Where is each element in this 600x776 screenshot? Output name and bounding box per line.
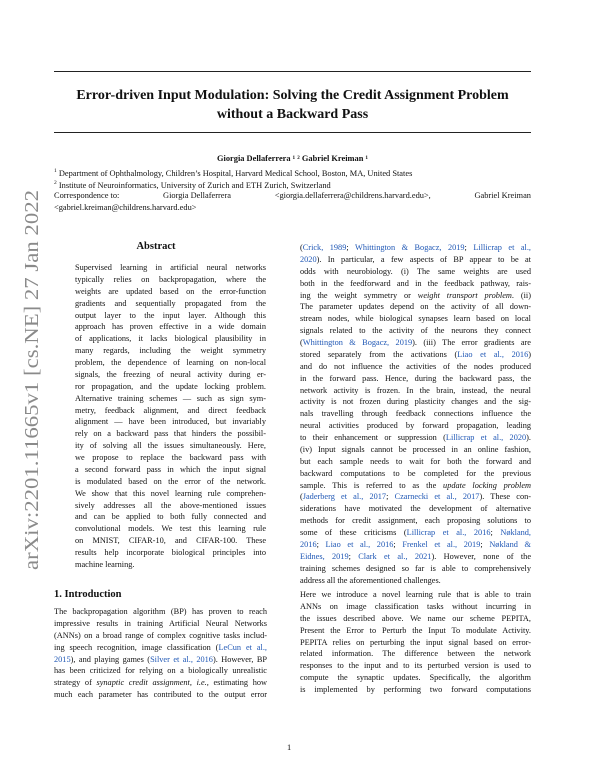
- abstract-line: approach has proven effective in a wide domain: [75, 322, 266, 332]
- abstract-line: signals, the freezing of neural activity during er-: [75, 369, 266, 379]
- correspondence-email-2: <gabriel.kreiman@childrens.harvard.edu>: [54, 203, 197, 212]
- intro-line: (ANNs) on a broad range of complex cognitive tasks includ-: [54, 630, 267, 640]
- citation-link[interactable]: Frenkel et al., 2019: [402, 539, 481, 549]
- right-line: [300, 337, 531, 349]
- arxiv-stamp-text: arXiv:2201.11665v1 [cs.NE] 27 Jan 2022: [21, 228, 43, 570]
- correspondence-name-2: Gabriel Kreiman: [474, 191, 531, 200]
- affiliation-2-text: Institute of Neuroinformatics, University of Zurich and ETH Zurich, Switzerland: [58, 180, 331, 190]
- right-text: to their enhancement or suppression (: [300, 433, 446, 442]
- intro-paragraph: [54, 606, 267, 701]
- right-line: neural activities produced by forward propagation, leading: [300, 421, 531, 431]
- right-text: ;: [393, 539, 403, 549]
- right-line: network activity is frozen. In the brain, instead, the neural: [300, 385, 531, 395]
- citation-link[interactable]: Nøkland &: [489, 539, 531, 549]
- affiliation-1: [54, 166, 531, 179]
- citation-link[interactable]: Whittington & Bogacz, 2019: [302, 338, 413, 347]
- abstract-line: on MNIST, CIFAR-10, and CIFAR-100. These: [75, 536, 266, 546]
- right-text: ). However, none of the: [431, 551, 531, 561]
- correspondence-line-2: [54, 202, 531, 214]
- page-number: 1: [287, 743, 292, 752]
- abstract-line: Alternative training schemes — such as sign sym-: [75, 393, 266, 403]
- right-line: PEPITA relies on perturbing the input signal based on error-: [300, 637, 531, 647]
- right-line: The parameter updates depend on the activity of all down-: [300, 302, 531, 312]
- affiliation-1-text: Department of Ophthalmology, Children’s Hospital, Harvard Medical School, Boston, MA, United States: [58, 168, 413, 178]
- right-line: [300, 432, 531, 444]
- right-column-paragraph-1: [300, 242, 531, 586]
- right-text: ;: [464, 243, 474, 252]
- intro-line: [54, 642, 267, 654]
- citation-link[interactable]: Crick, 1989: [302, 243, 347, 252]
- citation-link[interactable]: Whittington & Bogacz, 2019: [355, 243, 465, 252]
- right-text: ): [528, 349, 531, 359]
- intro-italic: synaptic credit assignment: [96, 678, 190, 688]
- abstract-line: ity of solving all the issues simultaneously. Here,: [75, 441, 266, 451]
- correspondence-line-1: [54, 190, 531, 202]
- right-line: [300, 254, 531, 266]
- intro-line: impressive results in training Artificial Neural Networks: [54, 618, 267, 628]
- affiliation-2: [54, 178, 531, 191]
- citation-link[interactable]: Lillicrap et al., 2020: [445, 433, 527, 442]
- right-line: responses to the input and to its perturbed version is used to: [300, 661, 531, 671]
- abstract-line: typically relies on backpropagation, where the: [75, 274, 266, 284]
- citation-link[interactable]: Silver et al., 2016: [150, 654, 213, 664]
- citation-link[interactable]: Jaderberg et al., 2017: [302, 492, 387, 502]
- right-line: [300, 551, 531, 563]
- intro-line: [54, 654, 267, 666]
- abstract-line: output layer to the input layer. Although this: [75, 310, 266, 320]
- right-line: backward computations to be completed for the previous: [300, 468, 531, 478]
- right-line: nals travelling through feedback connections influence the: [300, 409, 531, 419]
- abstract-line: of applications, it lacks biological plausibility in: [75, 334, 266, 344]
- abstract-line: is modulated based on the error of the network.: [75, 476, 266, 486]
- right-line: in the forward pass. Hence, during the backward pass, the: [300, 373, 531, 383]
- abstract-line: rely on a backward pass that hinders the possibil-: [75, 429, 266, 439]
- citation-link[interactable]: 2015: [54, 654, 71, 664]
- right-italic: update locking problem: [443, 480, 531, 490]
- right-text: ).: [526, 433, 531, 442]
- paper-title: [54, 86, 531, 124]
- title-bottom-rule: [54, 132, 531, 133]
- arxiv-stamp: [8, 188, 48, 570]
- intro-text: strategy of: [54, 678, 97, 688]
- right-line: and do not influence the activities of the nodes produced: [300, 361, 531, 371]
- right-line: Here we introduce a novel learning rule that is able to train: [300, 590, 531, 599]
- abstract-line: metry, feedback alignment, and direct feedback: [75, 405, 266, 415]
- abstract-line: sively addresses all the above-mentioned issues: [75, 500, 266, 510]
- abstract-line: convolutional models. We test this learning rule: [75, 524, 266, 534]
- abstract-line: and can be applied to both fully connected and: [75, 512, 266, 522]
- citation-link[interactable]: Lillicrap et al.,: [473, 243, 531, 252]
- intro-text: ), and playing games (: [70, 654, 151, 664]
- intro-line: has been criticized for relying on a biologically unrealistic: [54, 666, 267, 676]
- correspondence-email-1: <giorgia.dellaferrera@childrens.harvard.edu>,: [274, 191, 431, 200]
- right-text: ). These con-: [479, 492, 531, 502]
- intro-line: much each parameter has contributed to the output error: [54, 690, 267, 700]
- right-line: both in the feedforward and in the feedback pathway, rais-: [300, 278, 531, 288]
- right-italic: weight transport problem: [417, 290, 512, 300]
- abstract-line: a second forward pass in which the input signal: [75, 464, 266, 474]
- right-text: sample. This is referred to as the: [300, 480, 444, 490]
- right-text: ing the weight symmetry or: [300, 290, 418, 300]
- right-line: is implemented by performing two forward computations: [300, 685, 531, 694]
- abstract-line: ror propagation, and the update locking problem.: [75, 381, 266, 391]
- abstract-body: [75, 262, 266, 571]
- intro-line: [54, 677, 267, 689]
- citation-link[interactable]: Liao et al., 2016: [457, 349, 529, 359]
- right-line: [300, 290, 531, 302]
- right-line: [300, 480, 531, 492]
- right-line: the issues described above. We name our scheme PEPITA,: [300, 613, 531, 623]
- intro-line: The backpropagation algorithm (BP) has proven to reach: [54, 607, 267, 616]
- title-line-1: Error-driven Input Modulation: Solving the Credit Assignment Problem: [76, 88, 509, 103]
- citation-link[interactable]: Eidnes, 2019: [300, 551, 349, 561]
- citation-link[interactable]: Lillicrap et al., 2016: [406, 528, 491, 537]
- affiliation-1-mark: 1: [54, 168, 57, 174]
- right-line: [300, 242, 531, 254]
- right-text: some of these criticisms (: [300, 528, 407, 537]
- right-text: stored separately from the activations (: [300, 349, 458, 359]
- right-line: stream nodes, while biological synapses learn based on local: [300, 314, 531, 324]
- citation-link[interactable]: 2020: [300, 254, 317, 264]
- right-line: Present the Error to Perturb the Input To modulate Activity.: [300, 625, 531, 635]
- right-text: ;: [316, 539, 326, 549]
- right-text: ;: [480, 539, 490, 549]
- abstract-line: Supervised learning in artificial neural networks: [75, 263, 266, 272]
- right-text: (: [300, 243, 303, 252]
- right-line: ANNs on image classification tasks without incurring in: [300, 601, 531, 611]
- right-text: ;: [346, 243, 355, 252]
- citation-link[interactable]: 2016: [300, 539, 317, 549]
- abstract-line: problem, the dependence of learning on non-local: [75, 358, 266, 367]
- right-line: compute the synaptic updates. Specifically, the algorithm: [300, 673, 531, 683]
- intro-text: ). However, BP: [212, 654, 267, 664]
- right-text: ;: [348, 551, 359, 561]
- abstract-line: results help incorporate biological principles into: [75, 548, 266, 557]
- abstract-line: alignment — have been introduced, but invariably: [75, 417, 266, 427]
- right-line: but each sample needs to wait for both the forward and: [300, 456, 531, 466]
- right-text: ). In particular, a few aspects of BP appear to be at: [316, 254, 531, 264]
- authors: Giorgia Dellaferrera ¹ ² Gabriel Kreiman ¹: [217, 154, 368, 163]
- abstract-line: weights are updated based on the error-function: [75, 286, 266, 296]
- abstract-line: gradients and sequentially propagated from the: [75, 298, 266, 308]
- citation-link[interactable]: Czarnecki et al., 2017: [394, 492, 480, 502]
- arxiv-stamp-svg: [8, 188, 48, 570]
- intro-text: ing speech recognition, image classification (: [54, 642, 219, 652]
- intro-heading: 1. Introduction: [54, 589, 122, 600]
- intro-italic: i.e.,: [196, 678, 209, 688]
- right-text: ;: [386, 492, 395, 502]
- correspondence-label: Correspondence to:: [54, 191, 120, 200]
- right-line: siderations have motivated the development of alternative: [300, 504, 531, 514]
- right-line: signals related to the activity of the neurons they connect: [300, 326, 531, 336]
- right-text: (: [300, 492, 303, 502]
- right-line: odds with neurobiology. (i) The same weights are used: [300, 266, 531, 276]
- citation-link[interactable]: Nøkland,: [500, 528, 531, 537]
- right-line: methods for credit assignment, each proposing solutions to: [300, 516, 531, 526]
- citation-link[interactable]: LeCun et al.,: [218, 642, 267, 652]
- abstract-line: machine learning.: [75, 559, 135, 569]
- right-line: activity is not frozen during plasticity changes and the sig-: [300, 397, 531, 407]
- right-line: related information. The difference between the network: [300, 649, 531, 659]
- right-line: [300, 349, 531, 361]
- right-line: [300, 527, 531, 539]
- right-text: ). (iii) The error gradients are: [412, 338, 531, 347]
- abstract-line: many regards, including the weight symmetry: [75, 346, 266, 356]
- abstract-line: We show that this novel learning rule comprehen-: [75, 488, 266, 498]
- abstract-line: we propose to replace the backward pass with: [75, 453, 266, 462]
- title-line-2: without a Backward Pass: [216, 107, 369, 122]
- right-line: (iv) Input signals cannot be processed in an online fashion,: [300, 444, 531, 454]
- citation-link[interactable]: Clark et al., 2021: [358, 551, 432, 561]
- right-line: training schemes designed so far is able to comprehensively: [300, 563, 531, 573]
- right-text: (: [300, 338, 303, 347]
- citation-link[interactable]: Liao et al., 2016: [325, 539, 394, 549]
- right-line: [300, 491, 531, 503]
- right-text: . (ii): [511, 290, 531, 300]
- right-text: ;: [490, 528, 501, 537]
- right-column-paragraph-2: [300, 589, 531, 696]
- affiliation-2-mark: 2: [54, 180, 57, 186]
- right-line: [300, 539, 531, 551]
- intro-text: ,: [189, 678, 197, 688]
- abstract-heading: Abstract: [136, 241, 176, 252]
- title-top-rule: [54, 71, 531, 72]
- right-line: address all the aforementioned challenges.: [300, 575, 441, 585]
- correspondence-name-1: Giorgia Dellaferrera: [163, 191, 232, 200]
- intro-text: estimating how: [208, 678, 267, 688]
